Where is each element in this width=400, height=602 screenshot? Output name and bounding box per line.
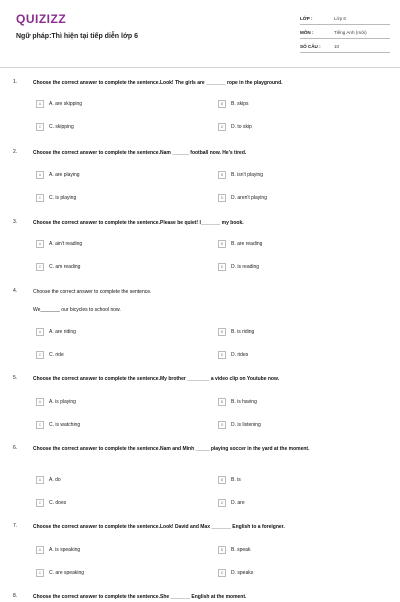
question-text: Choose the correct answer to complete the sentence.She _______ English at the moment. xyxy=(33,594,247,600)
question-text: Choose the correct answer to complete the sentence.Please be quiet! I_______ my book. xyxy=(33,220,244,226)
option-letter-box: B xyxy=(218,100,226,108)
meta-class-row xyxy=(300,13,390,25)
option-text: C. am reading xyxy=(49,263,81,270)
option-letter-box: B xyxy=(218,171,226,179)
option-letter-box: C xyxy=(36,194,44,202)
meta-subject-value: Tiếng Anh (mới) xyxy=(334,30,367,35)
option-text: A. is speaking xyxy=(49,546,81,553)
option-letter-box: D xyxy=(218,421,226,429)
option-text: C. is watching xyxy=(49,421,81,428)
option-letter-box: A xyxy=(36,328,44,336)
option-letter-box: A xyxy=(36,240,44,248)
option-text: D. aren't playing xyxy=(231,194,267,201)
option-d[interactable] xyxy=(218,568,253,577)
option-d[interactable] xyxy=(218,193,267,202)
option-letter-box: C xyxy=(36,499,44,507)
option-text: C. are speaking xyxy=(49,569,85,576)
option-letter-box: C xyxy=(36,569,44,577)
option-c[interactable] xyxy=(36,262,80,271)
header-divider xyxy=(0,67,400,68)
option-letter-box: B xyxy=(218,398,226,406)
option-text: A. is playing xyxy=(49,398,76,405)
option-text: B. are reading xyxy=(231,240,263,247)
option-text: C. does xyxy=(49,499,67,506)
option-d[interactable] xyxy=(218,262,259,271)
option-text: A. do xyxy=(49,476,61,483)
option-b[interactable] xyxy=(218,99,249,108)
option-text: B. isn't playing xyxy=(231,171,264,178)
option-letter-box: D xyxy=(218,263,226,271)
option-text: A. are riding xyxy=(49,328,76,335)
meta-count-value: 10 xyxy=(334,44,340,49)
option-letter-box: C xyxy=(36,351,44,359)
option-text: A. are playing xyxy=(49,171,80,178)
meta-class-value: Lớp 6 xyxy=(334,16,346,21)
option-d[interactable] xyxy=(218,498,245,507)
option-letter-box: A xyxy=(36,100,44,108)
option-letter-box: B xyxy=(218,476,226,484)
option-text: A. are skipping xyxy=(49,100,83,107)
option-b[interactable] xyxy=(218,170,263,179)
option-a[interactable] xyxy=(36,327,76,336)
option-c[interactable] xyxy=(36,498,66,507)
option-text: B. speak xyxy=(231,546,251,553)
option-c[interactable] xyxy=(36,122,74,131)
option-a[interactable] xyxy=(36,545,80,554)
option-text: B. is riding xyxy=(231,328,255,335)
option-text: D. are xyxy=(231,499,245,506)
meta-count-key: SỐ CÂU : xyxy=(300,44,321,49)
option-text: B. is xyxy=(231,476,241,483)
option-a[interactable] xyxy=(36,170,80,179)
option-a[interactable] xyxy=(36,397,76,406)
option-b[interactable] xyxy=(218,545,250,554)
worksheet-title: Ngữ pháp:Thì hiện tại tiếp diễn lớp 6 xyxy=(16,33,139,40)
question-number: 2. xyxy=(13,149,18,155)
question-subtext: We_______ our bicycles to school now. xyxy=(33,307,121,313)
option-text: C. ride xyxy=(49,351,64,358)
option-letter-box: B xyxy=(218,328,226,336)
question-text: Choose the correct answer to complete the sentence.Nam ______ football now. He's tired. xyxy=(33,150,247,156)
option-c[interactable] xyxy=(36,350,64,359)
option-b[interactable] xyxy=(218,397,257,406)
question-number: 3. xyxy=(13,219,18,225)
option-b[interactable] xyxy=(218,327,254,336)
quizizz-logo: QUIZIZZ xyxy=(16,12,67,26)
option-letter-box: D xyxy=(218,123,226,131)
question-number: 4. xyxy=(13,288,18,294)
option-letter-box: D xyxy=(218,194,226,202)
question-number: 8. xyxy=(13,593,18,599)
option-b[interactable] xyxy=(218,475,241,484)
option-letter-box: C xyxy=(36,263,44,271)
option-d[interactable] xyxy=(218,122,252,131)
question-text: Choose the correct answer to complete the sentence.Look! The girls are _______ rope in the playground. xyxy=(33,80,283,86)
option-a[interactable] xyxy=(36,475,61,484)
option-letter-box: D xyxy=(218,499,226,507)
worksheet-header xyxy=(0,0,400,64)
option-text: B. skips xyxy=(231,100,249,107)
option-text: C. is playing xyxy=(49,194,77,201)
option-text: D. rides xyxy=(231,351,249,358)
meta-subject-row xyxy=(300,27,390,39)
question-number: 5. xyxy=(13,375,18,381)
option-text: B. is having xyxy=(231,398,257,405)
option-text: A. ain't reading xyxy=(49,240,83,247)
meta-subject-key: MÔN : xyxy=(300,30,314,35)
option-letter-box: C xyxy=(36,421,44,429)
option-letter-box: B xyxy=(218,546,226,554)
option-letter-box: A xyxy=(36,398,44,406)
option-letter-box: C xyxy=(36,123,44,131)
option-letter-box: A xyxy=(36,476,44,484)
option-letter-box: A xyxy=(36,171,44,179)
option-c[interactable] xyxy=(36,568,84,577)
option-c[interactable] xyxy=(36,420,80,429)
option-c[interactable] xyxy=(36,193,76,202)
question-text: Choose the correct answer to complete the sentence.My brother ________ a video clip on Youtube now. xyxy=(33,376,280,382)
option-letter-box: A xyxy=(36,546,44,554)
option-text: D. is reading xyxy=(231,263,260,270)
question-number: 1. xyxy=(13,79,18,85)
option-text: D. to skip xyxy=(231,123,252,130)
option-a[interactable] xyxy=(36,99,82,108)
question-text: Choose the correct answer to complete the sentence.Look! David and Max _______ English to a foreigner. xyxy=(33,524,285,530)
question-number: 7. xyxy=(13,523,18,529)
meta-class-key: LỚP : xyxy=(300,16,313,21)
option-d[interactable] xyxy=(218,350,248,359)
option-letter-box: D xyxy=(218,351,226,359)
option-letter-box: B xyxy=(218,240,226,248)
option-text: D. speaks xyxy=(231,569,254,576)
option-d[interactable] xyxy=(218,420,261,429)
option-text: D. is listening xyxy=(231,421,261,428)
question-text: Choose the correct answer to complete the sentence.Nam and Minh _____ playing soccer in the yard at the moment. xyxy=(33,446,310,452)
option-text: C. skipping xyxy=(49,123,74,130)
question-number: 6. xyxy=(13,445,18,451)
option-a[interactable] xyxy=(36,239,82,248)
meta-count-row xyxy=(300,41,390,53)
worksheet-meta xyxy=(300,13,390,55)
question-text: Choose the correct answer to complete the sentence. xyxy=(33,289,152,295)
option-letter-box: D xyxy=(218,569,226,577)
option-b[interactable] xyxy=(218,239,262,248)
